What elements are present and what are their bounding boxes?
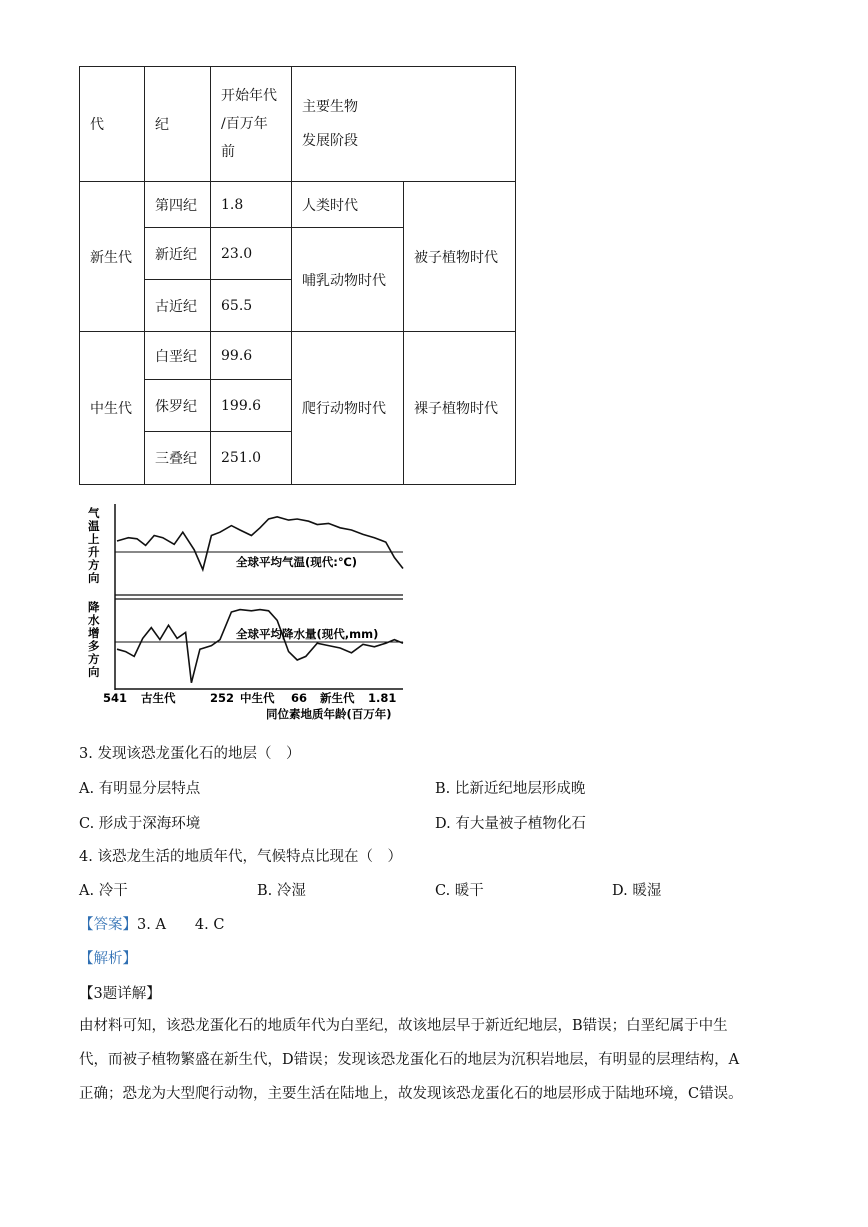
detail-title: 【3题详解】 [79, 986, 161, 1002]
question-3-option-a: A. 有明显分层特点 [79, 781, 201, 797]
plant-stage-cell: 裸子植物时代 [404, 332, 516, 485]
y-label-char: 上 [88, 532, 100, 546]
answer-line [79, 913, 224, 934]
header-era: 代 [80, 67, 145, 182]
table-row [80, 182, 516, 228]
period-cell: 白垩纪 [145, 332, 211, 380]
y-label-char: 气 [88, 506, 100, 520]
question-4-option-b: B. 冷湿 [257, 883, 306, 899]
x-axis-title: 同位素地质年龄(百万年) [266, 707, 392, 721]
y-label-top [88, 506, 100, 585]
table-header-row [80, 67, 516, 182]
question-4-stem: 4. 该恐龙生活的地质年代，气候特点比现在（ ） [79, 849, 402, 865]
start-cell: 251.0 [211, 432, 292, 485]
header-start-age: 开始年代 /百万年 前 [211, 67, 292, 182]
animal-stage-cell: 哺乳动物时代 [292, 228, 404, 332]
y-label-char: 水 [88, 613, 100, 627]
y-label-char: 方 [88, 558, 100, 572]
climate-chart [79, 500, 409, 725]
question-4-option-c: C. 暖干 [435, 883, 484, 899]
y-label-char: 多 [88, 639, 100, 653]
question-3-stem: 3. 发现该恐龙蛋化石的地层（ ） [79, 746, 301, 762]
start-cell: 23.0 [211, 228, 292, 280]
geologic-time-table [79, 66, 516, 485]
start-cell: 65.5 [211, 280, 292, 332]
detail-line: 正确；恐龙为大型爬行动物，主要生活在陆地上，故发现该恐龙蛋化石的地层形成于陆地环境，C错误。 [79, 1086, 743, 1102]
era-cell: 新生代 [80, 182, 145, 332]
table-row [80, 332, 516, 380]
baseline-label-precipitation: 全球平均降水量(现代,mm) [236, 627, 379, 641]
period-cell: 侏罗纪 [145, 380, 211, 432]
plant-stage-cell: 被子植物时代 [404, 182, 516, 332]
start-cell: 199.6 [211, 380, 292, 432]
period-cell: 三叠纪 [145, 432, 211, 485]
baseline-label-temperature: 全球平均气温(现代:℃) [236, 555, 358, 569]
question-4-option-a: A. 冷干 [79, 883, 128, 899]
question-3-option-b: B. 比新近纪地层形成晚 [435, 781, 586, 797]
question-3-option-d: D. 有大量被子植物化石 [435, 816, 586, 832]
question-4-option-d: D. 暖湿 [612, 883, 662, 899]
detail-paragraph [79, 1009, 784, 1111]
detail-line: 由材料可知，该恐龙蛋化石的地质年代为白垩纪，故该地层早于新近纪地层，B错误；白垩纪属于中生 [79, 1018, 728, 1034]
era-cell: 中生代 [80, 332, 145, 485]
analysis-label: 【解析】 [79, 951, 137, 967]
answer-label: 【答案】 [79, 917, 137, 933]
header-stage: 主要生物 发展阶段 [292, 67, 516, 182]
question-3-option-c: C. 形成于深海环境 [79, 816, 201, 832]
y-label-char: 温 [88, 519, 100, 533]
y-label-char: 降 [88, 600, 100, 614]
start-cell: 1.8 [211, 182, 292, 228]
y-label-bottom [88, 600, 100, 679]
start-cell: 99.6 [211, 332, 292, 380]
y-label-char: 向 [88, 571, 100, 585]
precipitation-series-line [117, 610, 403, 683]
x-tick-label: 1.81 [368, 691, 397, 705]
y-label-char: 方 [88, 652, 100, 666]
x-tick-label: 古生代 [141, 691, 176, 705]
y-label-char: 向 [88, 665, 100, 679]
answer-text: 3. A 4. C [137, 917, 225, 933]
y-label-char: 增 [88, 626, 100, 640]
header-period: 纪 [145, 67, 211, 182]
x-tick-label: 252 [210, 691, 235, 705]
x-tick-label: 中生代 [240, 691, 275, 705]
x-tick-label: 541 [103, 691, 128, 705]
period-cell: 新近纪 [145, 228, 211, 280]
x-tick-label: 66 [291, 691, 308, 705]
detail-line: 代，而被子植物繁盛在新生代，D错误；发现该恐龙蛋化石的地层为沉积岩地层，有明显的层理结构，A [79, 1052, 740, 1068]
period-cell: 第四纪 [145, 182, 211, 228]
animal-stage-cell: 人类时代 [292, 182, 404, 228]
y-label-char: 升 [88, 545, 100, 559]
animal-stage-cell: 爬行动物时代 [292, 332, 404, 485]
period-cell: 古近纪 [145, 280, 211, 332]
x-tick-label: 新生代 [320, 691, 355, 705]
